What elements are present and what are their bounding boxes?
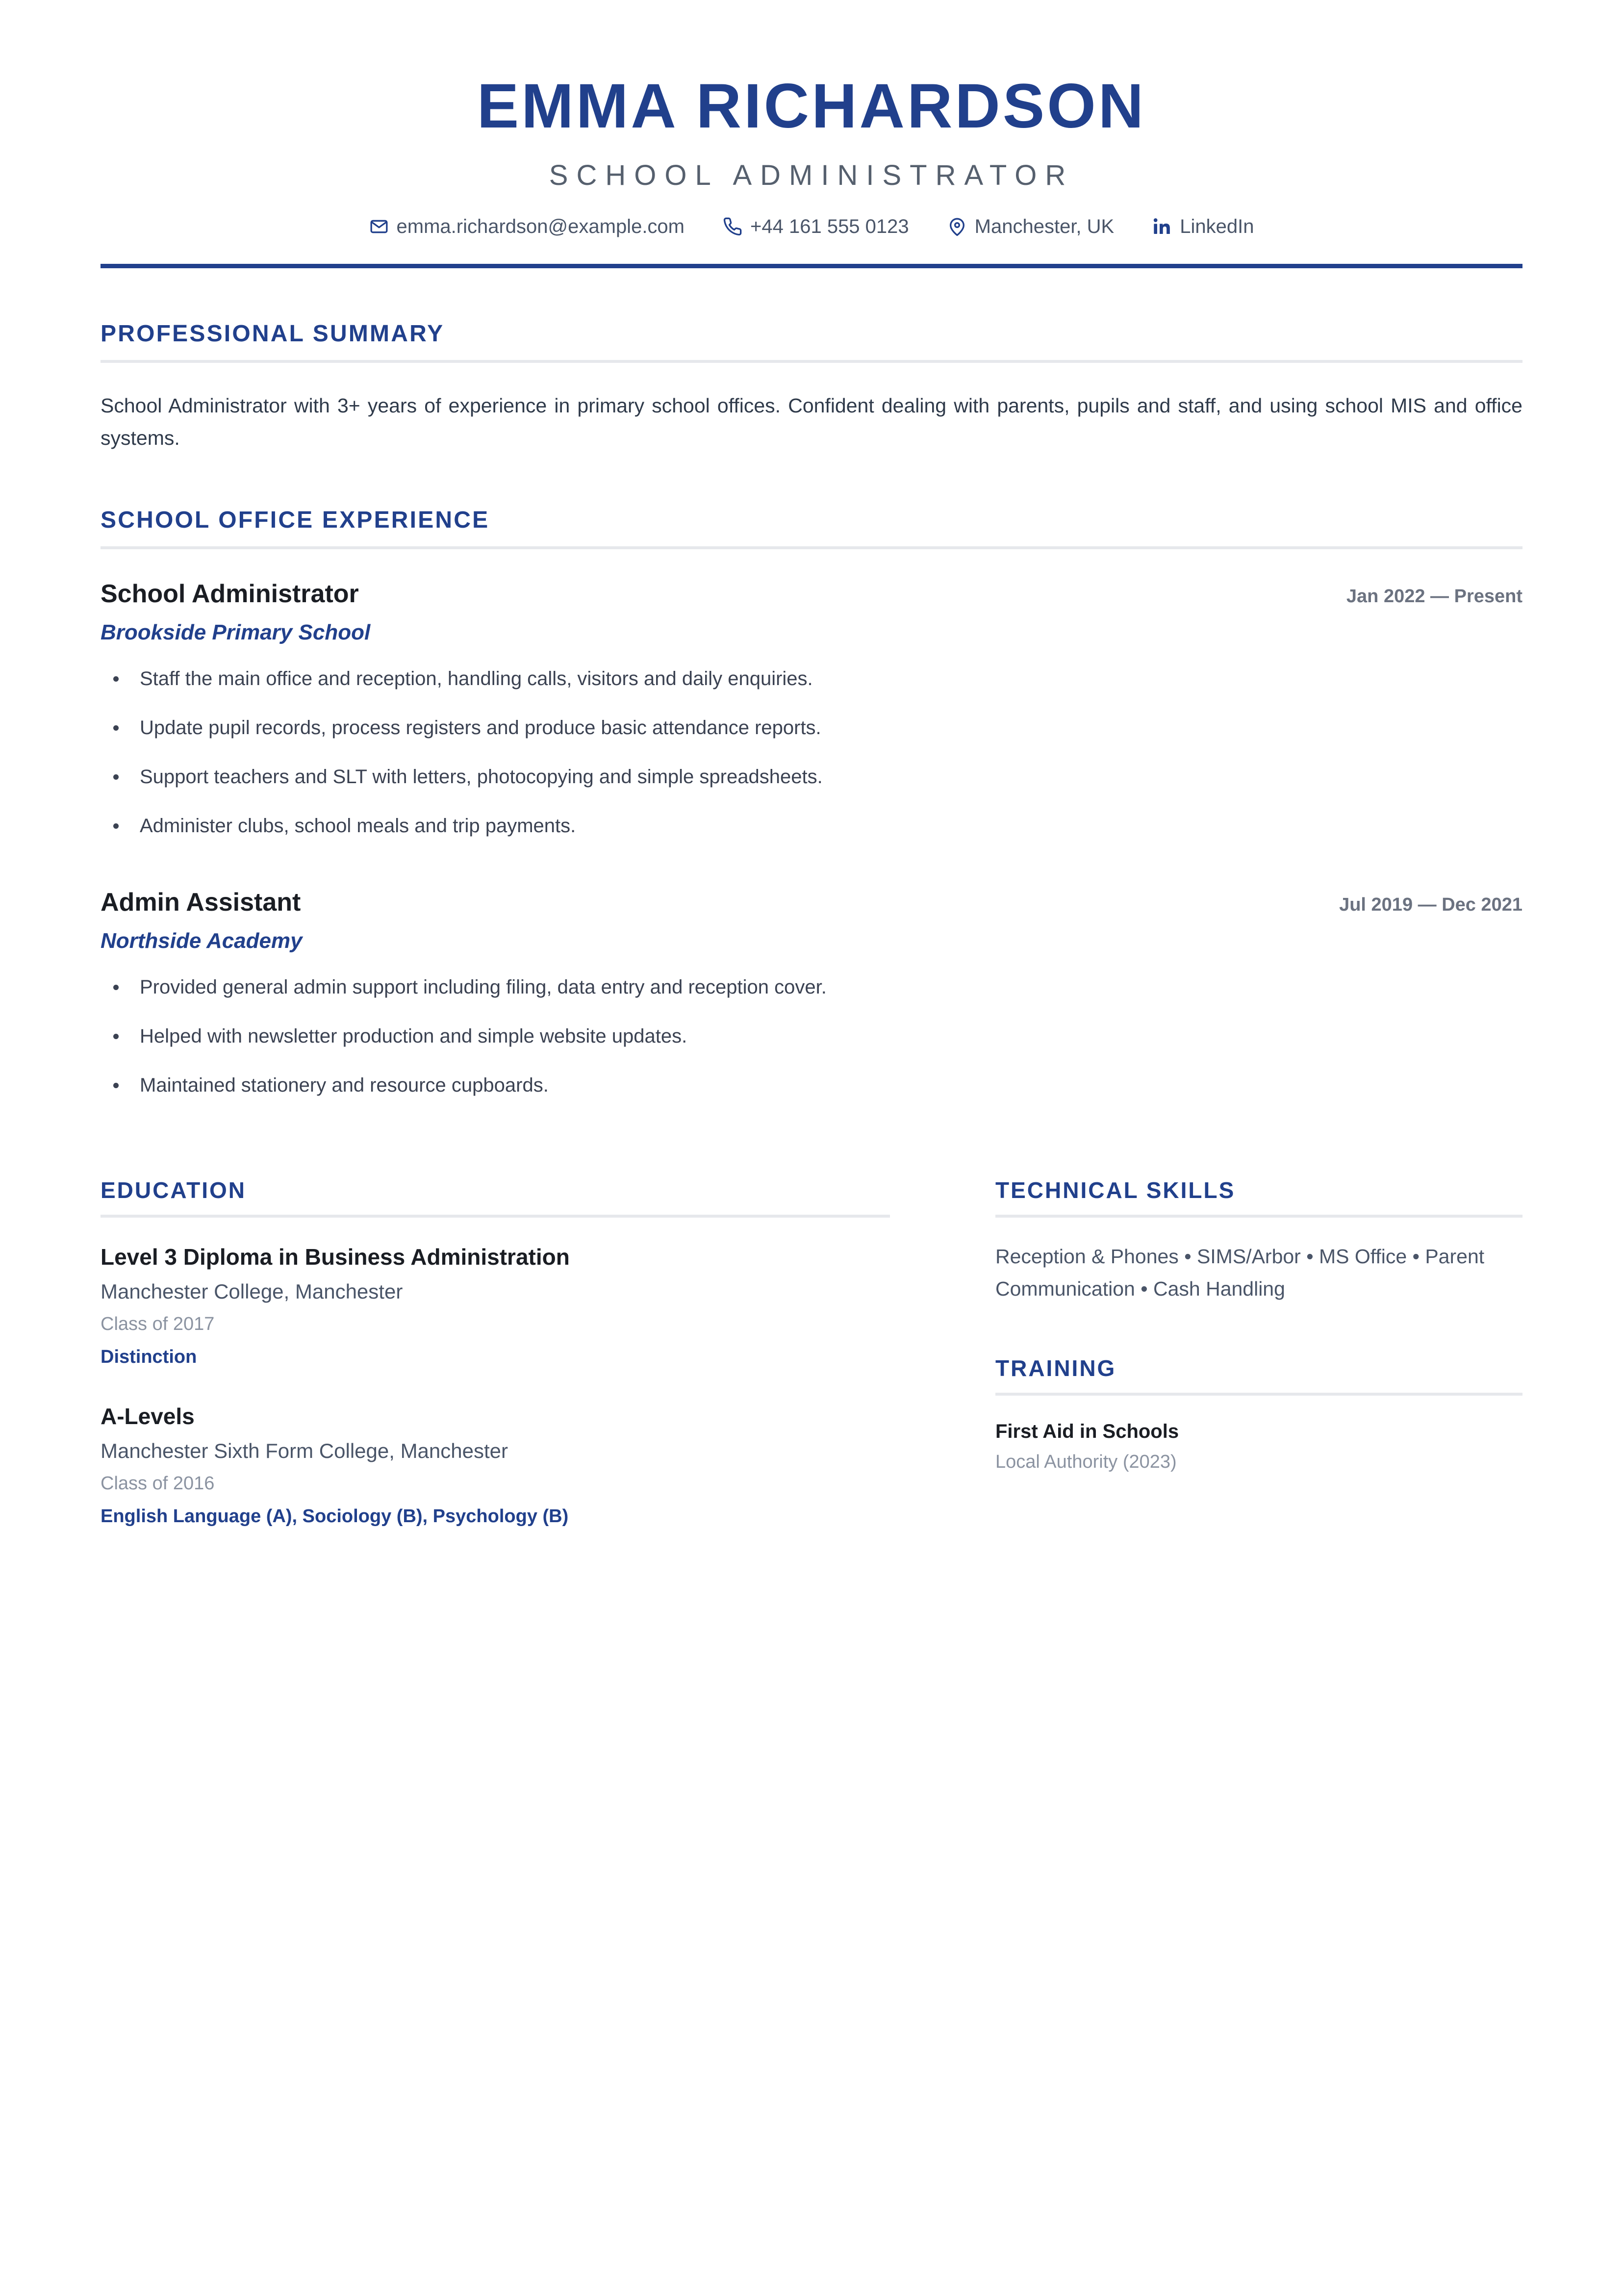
summary-divider [101,360,1522,363]
training-org: Local Authority (2023) [995,1451,1177,1472]
education-year: Class of 2016 [101,1473,215,1494]
contact-location-text: Manchester, UK [974,216,1115,238]
experience-heading: SCHOOL OFFICE EXPERIENCE [101,507,490,533]
experience-item [101,887,1522,1099]
job-bullet: Maintained stationery and resource cupboards. [101,1071,1522,1099]
job-bullet: Staff the main office and reception, handling calls, visitors and daily enquiries. [101,664,1522,693]
skills-training-column [995,1178,1522,1474]
job-bullet: Support teachers and SLT with letters, photocopying and simple spreadsheets. [101,763,1522,791]
candidate-name: EMMA RICHARDSON [477,71,1146,141]
training-name: First Aid in Schools [995,1420,1179,1442]
bottom-columns [101,1178,1522,1529]
candidate-job-title: SCHOOL ADMINISTRATOR [549,159,1074,192]
education-heading: EDUCATION [101,1177,247,1203]
contact-email-text: emma.richardson@example.com [396,216,685,238]
education-item [101,1243,890,1369]
contact-phone-text: +44 161 555 0123 [750,216,909,238]
job-title: School Administrator [101,579,359,608]
job-bullet-list [101,973,1522,1099]
section-education [101,1178,890,1529]
location-pin-icon [947,217,967,236]
contact-location [947,217,1115,236]
training-heading: TRAINING [995,1355,1116,1381]
training-divider [995,1393,1522,1396]
section-professional-summary [101,321,1522,455]
envelope-icon [369,217,389,236]
education-school: Manchester College, Manchester [101,1280,403,1303]
job-bullet: Helped with newsletter production and simple website updates. [101,1022,1522,1050]
education-item [101,1403,890,1529]
contact-row [101,217,1522,236]
phone-icon [723,217,742,236]
job-company: Northside Academy [101,929,303,953]
contact-email[interactable] [369,217,685,236]
education-column [101,1178,890,1529]
experience-item-header [101,579,1522,609]
job-title: Admin Assistant [101,888,301,917]
job-dates: Jan 2022 — Present [1346,586,1522,607]
technical-skills-heading: TECHNICAL SKILLS [995,1177,1236,1203]
education-year: Class of 2017 [101,1313,215,1334]
education-school: Manchester Sixth Form College, Manchester [101,1439,508,1463]
education-degree: Level 3 Diploma in Business Administration [101,1244,570,1270]
technical-skills-divider [995,1215,1522,1218]
header-divider [101,264,1522,268]
technical-skills-text: Reception & Phones • SIMS/Arbor • MS Office • Parent Communication • Cash Handling [995,1245,1485,1300]
experience-divider [101,546,1522,549]
job-company: Brookside Primary School [101,620,371,644]
contact-phone[interactable] [723,217,909,236]
job-bullet: Provided general admin support including filing, data entry and reception cover. [101,973,1522,1001]
resume-header [101,0,1522,268]
education-divider [101,1215,890,1218]
job-bullet: Update pupil records, process registers and produce basic attendance reports. [101,714,1522,742]
summary-text: School Administrator with 3+ years of experience in primary school offices. Confident dealing with parents, pupils and staff, and using school MIS and office systems. [101,394,1522,450]
linkedin-icon [1152,217,1172,236]
experience-item-header [101,887,1522,918]
section-technical-skills [995,1178,1522,1305]
education-note: English Language (A), Sociology (B), Psychology (B) [101,1506,569,1527]
job-bullet-list [101,664,1522,840]
education-degree: A-Levels [101,1403,195,1429]
contact-linkedin[interactable] [1152,217,1254,236]
experience-item [101,579,1522,840]
job-bullet: Administer clubs, school meals and trip payments. [101,812,1522,840]
education-note: Distinction [101,1347,197,1368]
section-experience [101,508,1522,1099]
training-item [995,1419,1522,1474]
contact-linkedin-text: LinkedIn [1180,216,1254,238]
section-training [995,1356,1522,1474]
job-dates: Jul 2019 — Dec 2021 [1339,894,1522,915]
summary-heading: PROFESSIONAL SUMMARY [101,321,445,347]
